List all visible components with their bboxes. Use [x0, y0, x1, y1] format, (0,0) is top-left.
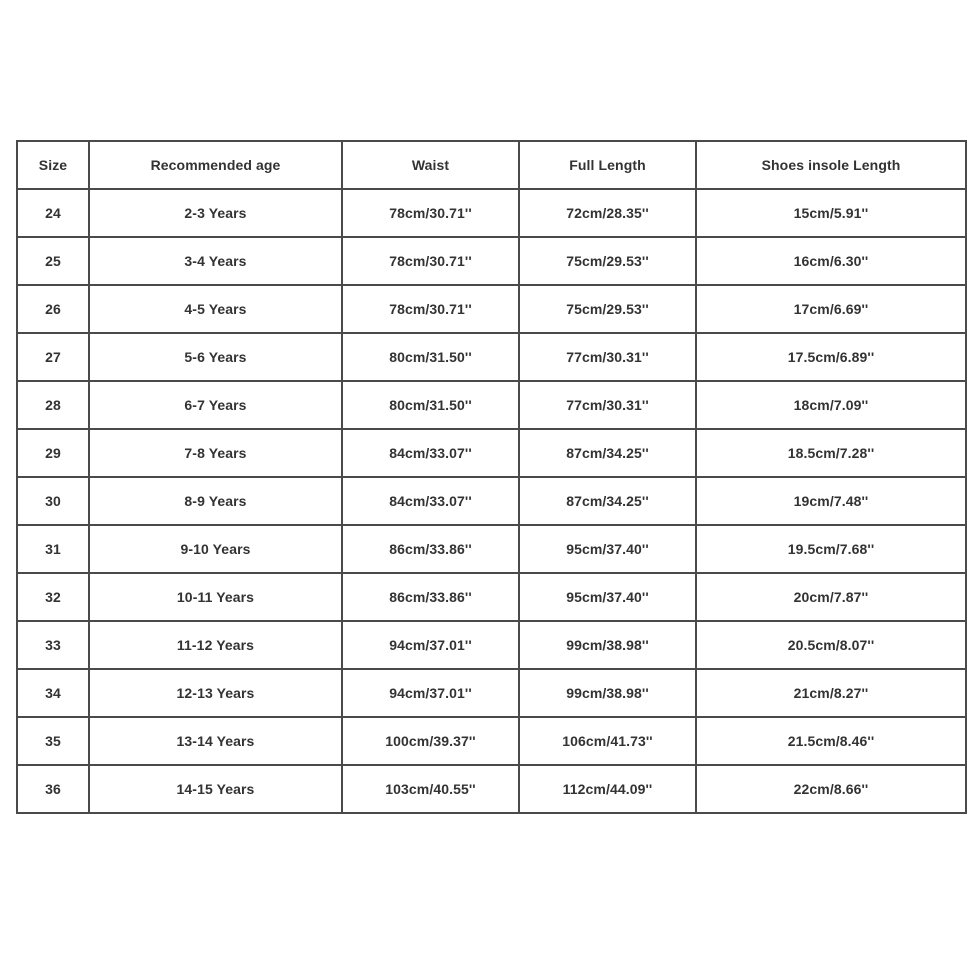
cell-size: 33	[17, 621, 89, 669]
cell-recommended-age: 2-3 Years	[89, 189, 342, 237]
cell-waist: 100cm/39.37''	[342, 717, 519, 765]
cell-shoes-insole-length: 21cm/8.27''	[696, 669, 966, 717]
table-row	[17, 429, 966, 477]
table-row	[17, 285, 966, 333]
cell-recommended-age: 10-11 Years	[89, 573, 342, 621]
table-row	[17, 237, 966, 285]
cell-waist: 94cm/37.01''	[342, 621, 519, 669]
table-row	[17, 333, 966, 381]
cell-shoes-insole-length: 22cm/8.66''	[696, 765, 966, 813]
cell-shoes-insole-length: 19.5cm/7.68''	[696, 525, 966, 573]
size-chart-table	[16, 140, 967, 814]
cell-recommended-age: 14-15 Years	[89, 765, 342, 813]
table-row	[17, 669, 966, 717]
cell-recommended-age: 4-5 Years	[89, 285, 342, 333]
table-row	[17, 525, 966, 573]
table-header-row	[17, 141, 966, 189]
cell-waist: 103cm/40.55''	[342, 765, 519, 813]
cell-full-length: 87cm/34.25''	[519, 429, 696, 477]
cell-waist: 78cm/30.71''	[342, 189, 519, 237]
cell-full-length: 95cm/37.40''	[519, 573, 696, 621]
table-row	[17, 717, 966, 765]
cell-full-length: 75cm/29.53''	[519, 285, 696, 333]
cell-shoes-insole-length: 19cm/7.48''	[696, 477, 966, 525]
cell-recommended-age: 6-7 Years	[89, 381, 342, 429]
cell-waist: 94cm/37.01''	[342, 669, 519, 717]
cell-size: 32	[17, 573, 89, 621]
cell-size: 36	[17, 765, 89, 813]
cell-recommended-age: 12-13 Years	[89, 669, 342, 717]
cell-size: 24	[17, 189, 89, 237]
cell-recommended-age: 13-14 Years	[89, 717, 342, 765]
cell-full-length: 99cm/38.98''	[519, 669, 696, 717]
cell-size: 26	[17, 285, 89, 333]
cell-full-length: 106cm/41.73''	[519, 717, 696, 765]
cell-shoes-insole-length: 18.5cm/7.28''	[696, 429, 966, 477]
cell-shoes-insole-length: 20.5cm/8.07''	[696, 621, 966, 669]
cell-full-length: 99cm/38.98''	[519, 621, 696, 669]
cell-recommended-age: 11-12 Years	[89, 621, 342, 669]
cell-shoes-insole-length: 20cm/7.87''	[696, 573, 966, 621]
cell-shoes-insole-length: 15cm/5.91''	[696, 189, 966, 237]
cell-full-length: 75cm/29.53''	[519, 237, 696, 285]
table-row	[17, 765, 966, 813]
cell-size: 28	[17, 381, 89, 429]
cell-waist: 84cm/33.07''	[342, 477, 519, 525]
cell-size: 34	[17, 669, 89, 717]
table-row	[17, 477, 966, 525]
cell-waist: 86cm/33.86''	[342, 573, 519, 621]
cell-full-length: 87cm/34.25''	[519, 477, 696, 525]
cell-waist: 78cm/30.71''	[342, 285, 519, 333]
cell-full-length: 77cm/30.31''	[519, 333, 696, 381]
cell-full-length: 95cm/37.40''	[519, 525, 696, 573]
cell-shoes-insole-length: 18cm/7.09''	[696, 381, 966, 429]
cell-waist: 80cm/31.50''	[342, 333, 519, 381]
cell-waist: 78cm/30.71''	[342, 237, 519, 285]
cell-recommended-age: 8-9 Years	[89, 477, 342, 525]
cell-size: 27	[17, 333, 89, 381]
cell-waist: 86cm/33.86''	[342, 525, 519, 573]
cell-full-length: 72cm/28.35''	[519, 189, 696, 237]
header-full-length: Full Length	[519, 141, 696, 189]
table-row	[17, 189, 966, 237]
cell-shoes-insole-length: 17.5cm/6.89''	[696, 333, 966, 381]
cell-recommended-age: 9-10 Years	[89, 525, 342, 573]
cell-size: 31	[17, 525, 89, 573]
header-shoes-insole-length: Shoes insole Length	[696, 141, 966, 189]
cell-shoes-insole-length: 17cm/6.69''	[696, 285, 966, 333]
cell-size: 25	[17, 237, 89, 285]
table-row	[17, 621, 966, 669]
cell-full-length: 77cm/30.31''	[519, 381, 696, 429]
header-waist: Waist	[342, 141, 519, 189]
cell-waist: 84cm/33.07''	[342, 429, 519, 477]
cell-recommended-age: 3-4 Years	[89, 237, 342, 285]
cell-recommended-age: 5-6 Years	[89, 333, 342, 381]
cell-shoes-insole-length: 21.5cm/8.46''	[696, 717, 966, 765]
cell-size: 29	[17, 429, 89, 477]
cell-shoes-insole-length: 16cm/6.30''	[696, 237, 966, 285]
table-row	[17, 573, 966, 621]
header-recommended-age: Recommended age	[89, 141, 342, 189]
cell-waist: 80cm/31.50''	[342, 381, 519, 429]
table-row	[17, 381, 966, 429]
header-size: Size	[17, 141, 89, 189]
table-body	[17, 189, 966, 813]
cell-full-length: 112cm/44.09''	[519, 765, 696, 813]
cell-size: 35	[17, 717, 89, 765]
cell-size: 30	[17, 477, 89, 525]
cell-recommended-age: 7-8 Years	[89, 429, 342, 477]
